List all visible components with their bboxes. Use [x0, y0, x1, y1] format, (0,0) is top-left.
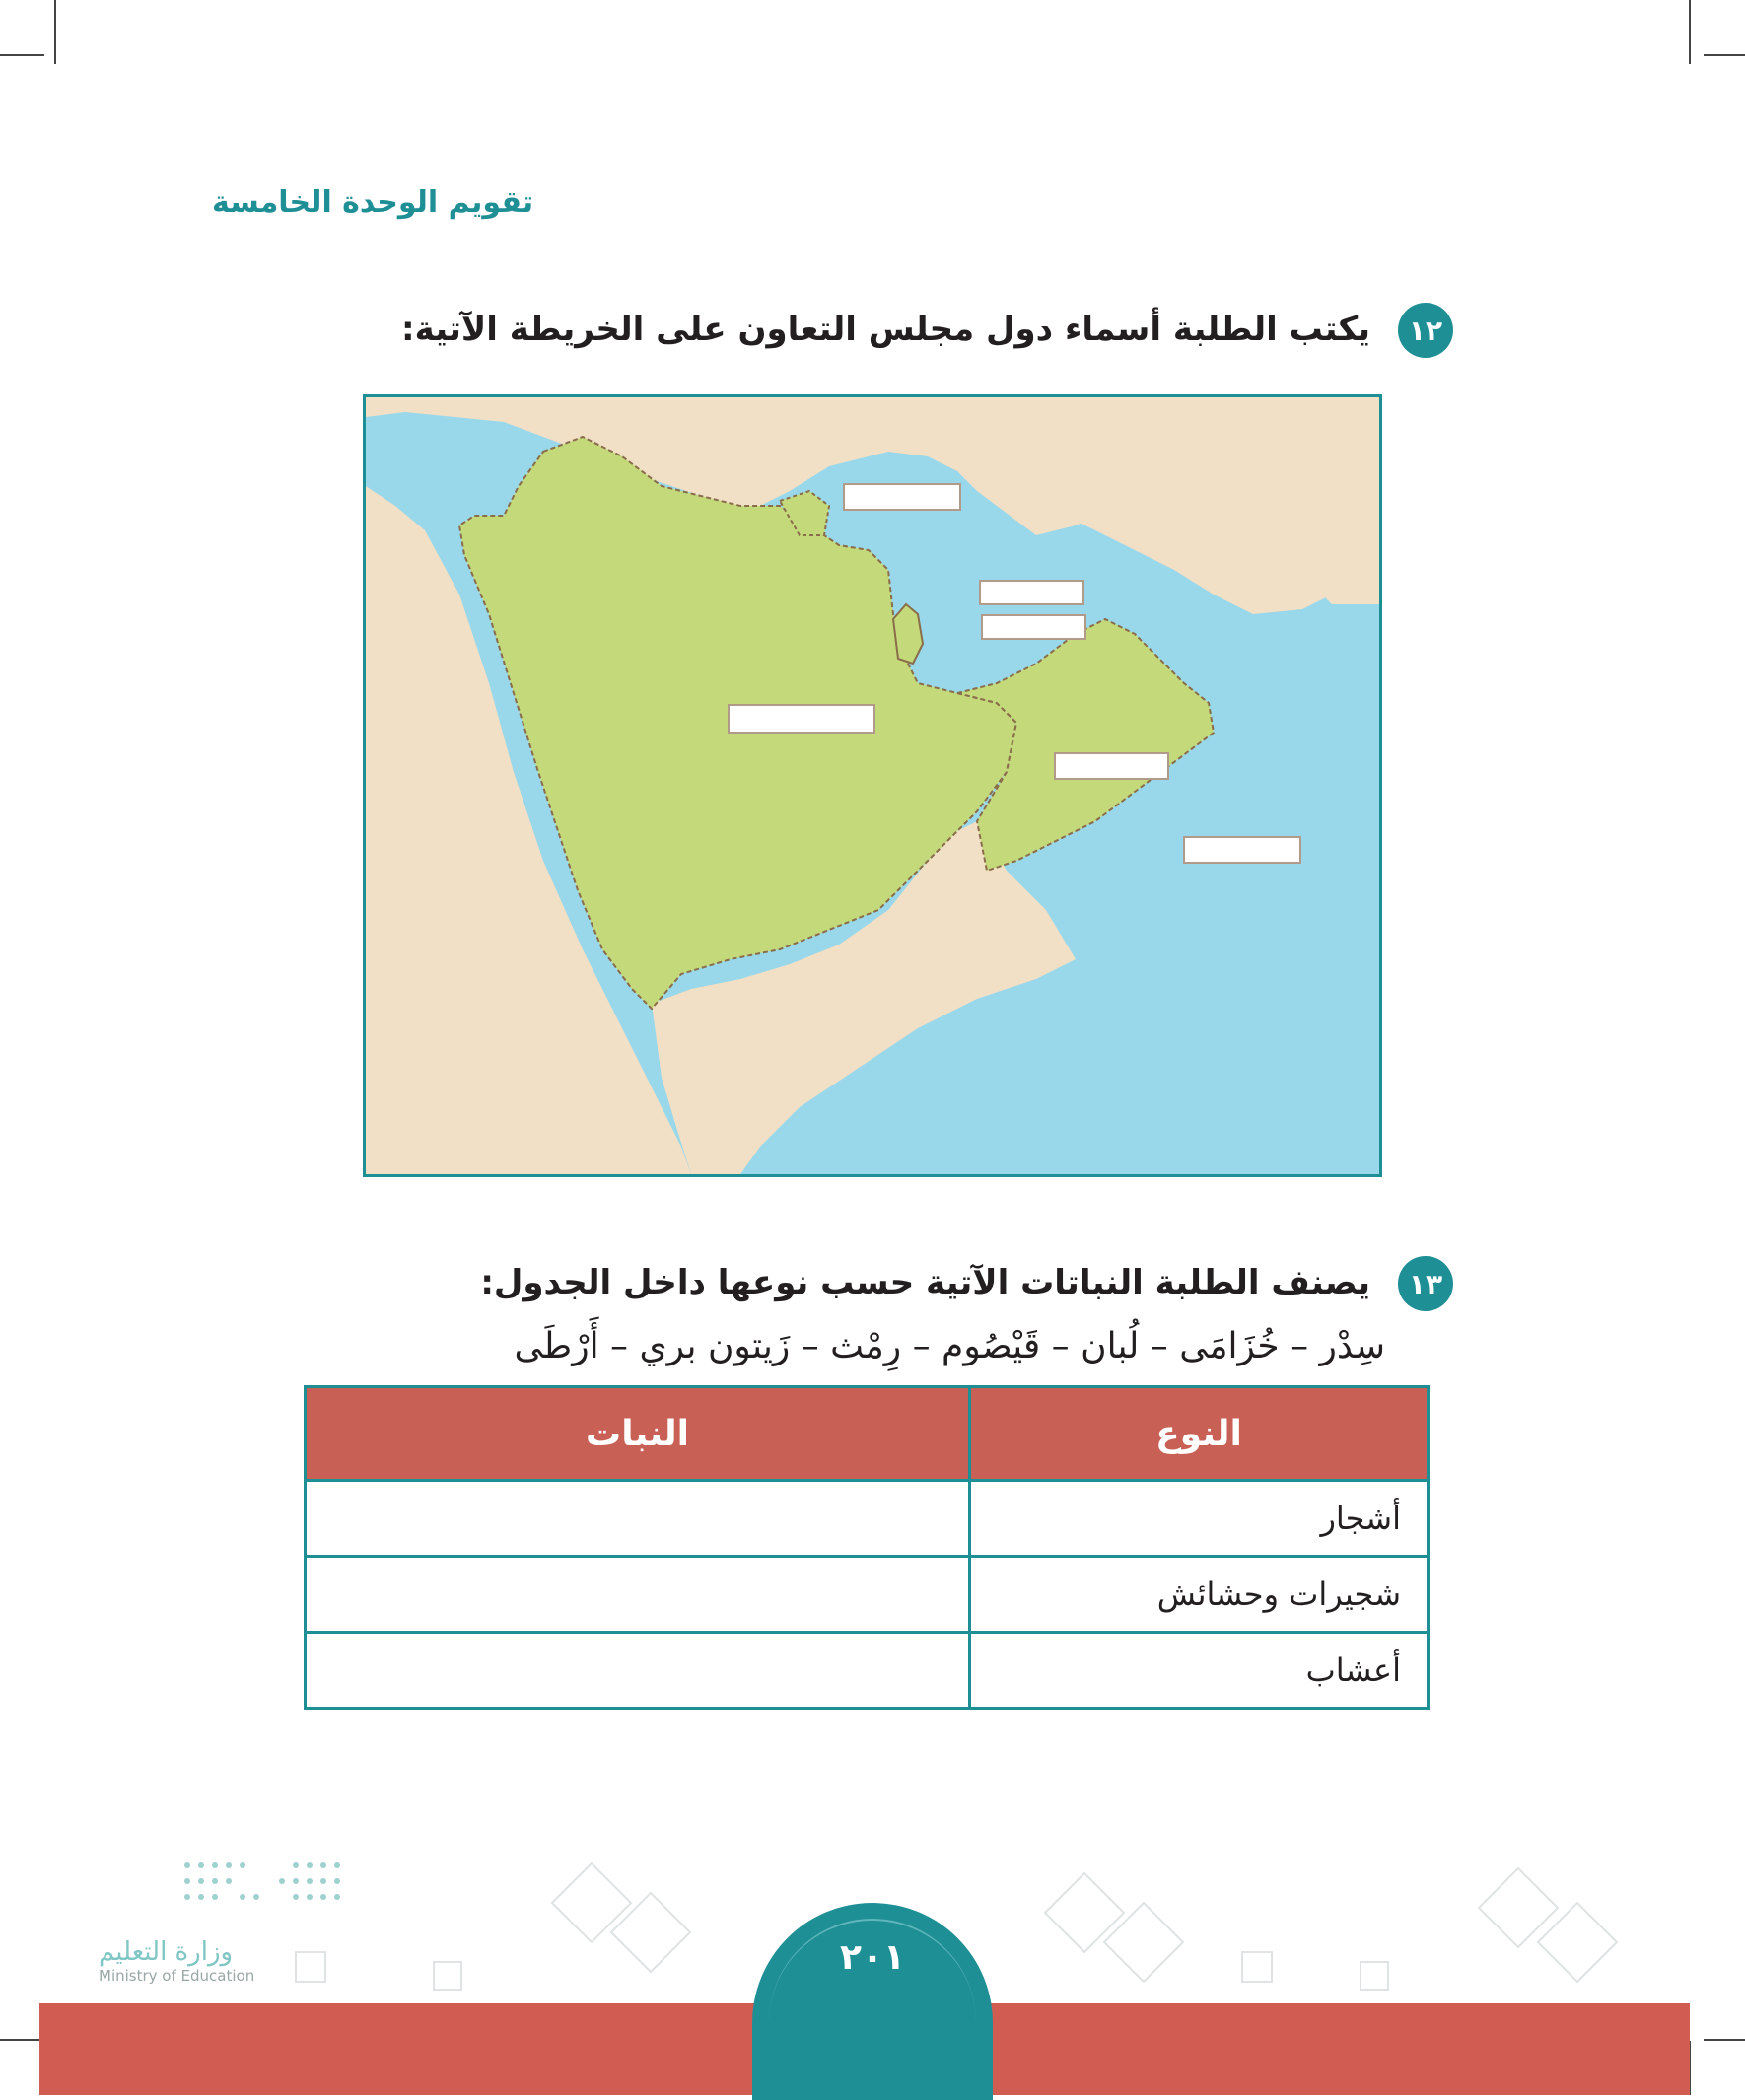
- label-box-bahrain[interactable]: [980, 581, 1083, 604]
- map-illustration: [366, 397, 1379, 1174]
- row-type: أعشاب: [970, 1633, 1429, 1709]
- row-type: أشجار: [970, 1481, 1429, 1557]
- table-row: [306, 1481, 1429, 1557]
- label-box-oman[interactable]: [1184, 837, 1300, 863]
- question-13-text: يصنف الطلبة النباتات الآتية حسب نوعها داخل الجدول:: [480, 1263, 1370, 1302]
- row-plant-answer[interactable]: [306, 1557, 970, 1633]
- gcc-map: [363, 394, 1382, 1177]
- crop-mark: [1704, 54, 1745, 56]
- header-type: النوع: [970, 1387, 1429, 1481]
- header-plant: النبات: [306, 1387, 970, 1481]
- row-type: شجيرات وحشائش: [970, 1557, 1429, 1633]
- question-12-number: ١٢: [1398, 303, 1453, 358]
- table-row: [306, 1633, 1429, 1709]
- crop-mark: [0, 2039, 44, 2041]
- question-13-number: ١٣: [1398, 1256, 1453, 1311]
- crop-mark: [1689, 0, 1691, 64]
- label-box-uae[interactable]: [1055, 753, 1168, 779]
- unit-review-title: تقويم الوحدة الخامسة: [212, 185, 534, 220]
- question-12-text: يكتب الطلبة أسماء دول مجلس التعاون على الخريطة الآتية:: [401, 310, 1370, 349]
- table-row: [306, 1557, 1429, 1633]
- crop-mark: [1704, 2039, 1745, 2041]
- row-plant-answer[interactable]: [306, 1481, 970, 1557]
- plants-classification-table: [304, 1385, 1430, 1710]
- label-box-qatar[interactable]: [982, 615, 1085, 639]
- plants-list: سِدْر – خُزَامَى – لُبان – قَيْصُوم – رِمْث – زَيتون بري – أَرْطَى: [514, 1326, 1385, 1366]
- crop-mark: [54, 0, 56, 64]
- table-header-row: [306, 1387, 1429, 1481]
- page-number: ٢٠١: [840, 1937, 905, 1978]
- ministry-logo-text: وزارة التعليم: [99, 1937, 234, 1967]
- row-plant-answer[interactable]: [306, 1633, 970, 1709]
- crop-mark: [0, 54, 44, 56]
- label-box-saudi-arabia[interactable]: [729, 705, 874, 733]
- label-box-kuwait[interactable]: [844, 484, 960, 510]
- ministry-logo-subtitle: Ministry of Education: [99, 1967, 255, 1985]
